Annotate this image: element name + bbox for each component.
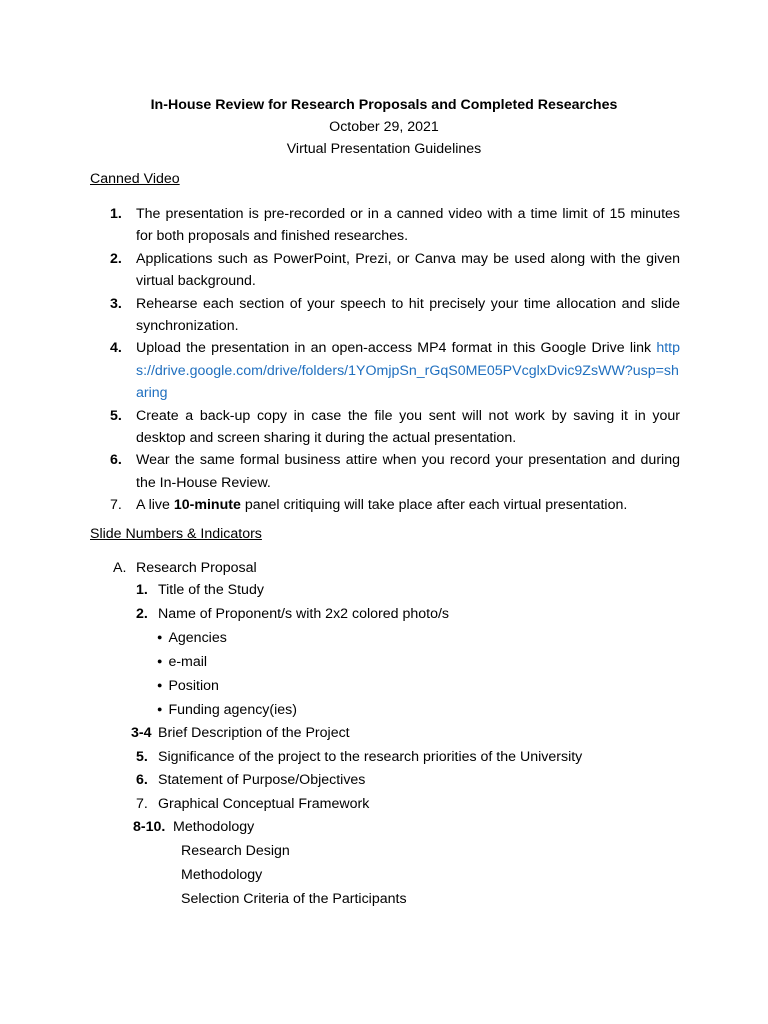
slide-item-number: 7. [136,796,148,812]
slide-item-text: Name of Proponent/s with 2x2 colored photo/s [158,606,450,622]
slide-item-number: 8-10. [133,819,166,835]
list-item [110,337,680,404]
list-text: Create a back-up copy in case the file you sent will not work by saving it in your desktop and screen sharing it during the actual presentation. [136,407,680,447]
title-block [0,94,768,160]
list-text-part: A live [136,497,174,514]
google-drive-link[interactable]: https://drive.google.com/drive/folders/1YOmjpSn_rGqS0ME05PVcglxDvic9ZsWW?usp=sharing [136,340,680,402]
slide-item-text: Statement of Purpose/Objectives [158,772,366,788]
section-heading-slide-numbers: Slide Numbers & Indicators [90,526,262,542]
list-item [110,248,680,293]
bullet-item: ● Agencies [157,627,227,650]
sub-item: Selection Criteria of the Participants [181,891,407,907]
list-text: Rehearse each section of your speech to hit precisely your time allocation and slide synchronization. [136,295,680,335]
slide-item-text: Brief Description of the Project [158,725,350,741]
slide-item-number: 2. [136,606,148,622]
list-item [110,449,680,494]
bullet-item: ● Funding agency(ies) [157,699,297,722]
list-number: 3. [110,295,122,312]
bullet-item: ● e-mail [157,651,207,674]
list-number: 4. [110,340,122,357]
document-title: In-House Review for Research Proposals and Completed Researches [150,97,618,113]
canned-video-list [110,203,680,517]
slide-item-text: Graphical Conceptual Framework [158,796,370,812]
list-text [136,337,680,404]
slide-item-number: 6. [136,772,148,788]
list-text [136,494,680,516]
section-heading-canned-video: Canned Video [90,171,180,187]
document-date: October 29, 2021 [329,119,439,135]
list-number: 5. [110,407,122,424]
list-text: Applications such as PowerPoint, Prezi, or Canva may be used along with the given virtual background. [136,250,680,290]
document-subtitle: Virtual Presentation Guidelines [286,141,482,157]
list-number: 1. [110,206,122,222]
list-number: 6. [110,452,122,469]
list-text-bold: 10-minute [173,497,241,514]
list-item [110,293,680,338]
slide-item-number: 1. [136,582,148,598]
list-number: 7. [110,497,122,514]
slide-item-text: Title of the Study [158,582,264,598]
list-item [110,405,680,450]
list-item [110,203,680,248]
list-number: 2. [110,250,122,267]
list-text-part: panel critiquing will take place after each virtual presentation. [240,497,628,514]
slide-item-number: 5. [136,749,148,765]
slide-item-text: Significance of the project to the research priorities of the University [158,749,583,765]
list-item [110,494,680,516]
slide-item-number: 3-4 [131,725,152,741]
section-a-label: A. [113,560,127,576]
bullet-item: ● Position [157,675,219,698]
sub-item: Methodology [181,867,263,883]
sub-item: Research Design [181,843,290,859]
section-a-title: Research Proposal [136,560,257,576]
list-text: The presentation is pre-recorded or in a canned video with a time limit of 15 minutes for both proposals and finished researches. [136,206,680,245]
slide-item-text: Methodology [173,819,255,835]
list-text: Wear the same formal business attire when you record your presentation and during the In-House Review. [136,452,680,491]
list-text-main: Upload the presentation in an open-access MP4 format in this Google Drive link [136,340,652,357]
